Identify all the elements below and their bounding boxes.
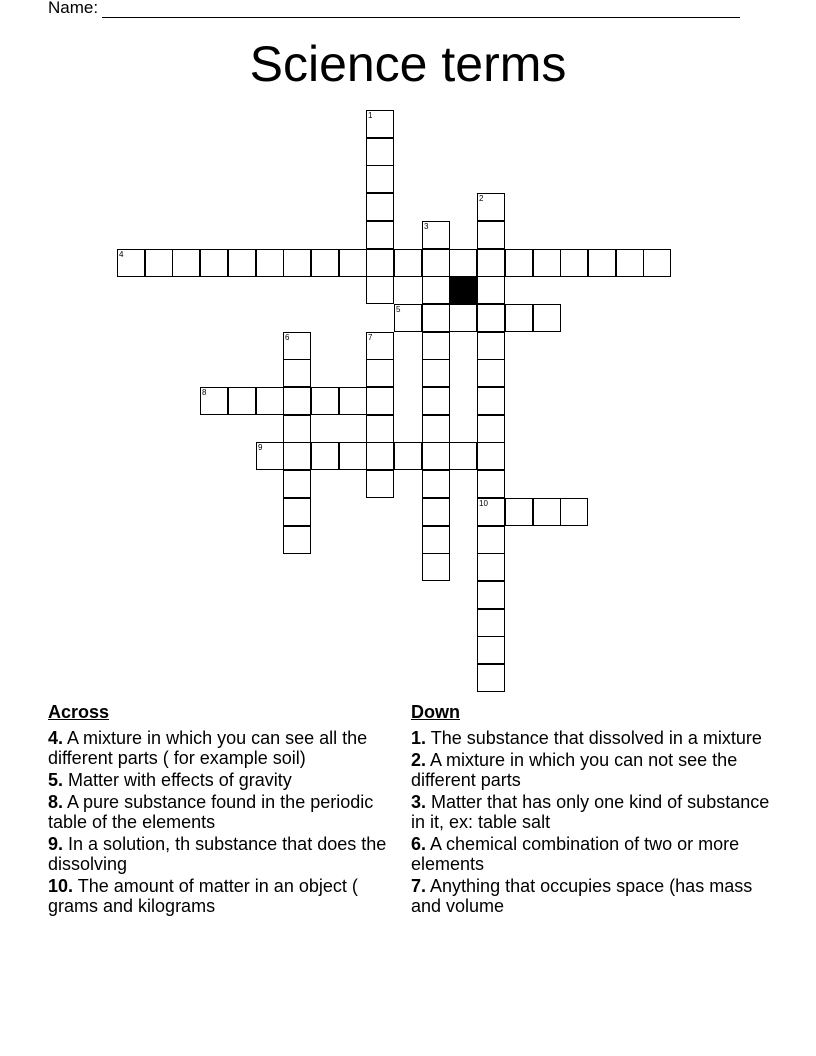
grid-cell[interactable] — [366, 110, 394, 138]
grid-cell[interactable] — [422, 359, 450, 387]
clue-number: 1 — [368, 111, 373, 120]
grid-cell[interactable] — [477, 664, 505, 692]
clue-number: 6 — [285, 333, 290, 342]
grid-cell[interactable] — [366, 387, 394, 415]
grid-cell[interactable] — [477, 221, 505, 249]
grid-cell[interactable] — [366, 359, 394, 387]
grid-cell[interactable] — [477, 387, 505, 415]
grid-cell[interactable] — [172, 249, 200, 277]
grid-cell[interactable] — [477, 470, 505, 498]
grid-cell[interactable] — [477, 636, 505, 664]
grid-cell[interactable] — [366, 165, 394, 193]
grid-cell[interactable] — [256, 249, 284, 277]
grid-cell[interactable] — [366, 470, 394, 498]
grid-cell[interactable] — [505, 498, 533, 526]
grid-cell[interactable] — [117, 249, 145, 277]
clue-number: 8 — [202, 388, 207, 397]
grid-cell[interactable] — [283, 470, 311, 498]
grid-cell[interactable] — [505, 304, 533, 332]
grid-cell[interactable] — [422, 442, 450, 470]
grid-cell[interactable] — [505, 249, 533, 277]
grid-cell[interactable] — [533, 249, 561, 277]
grid-cell[interactable] — [477, 332, 505, 360]
grid-cell[interactable] — [477, 249, 505, 277]
grid-cell[interactable] — [283, 498, 311, 526]
grid-cell[interactable] — [394, 249, 422, 277]
grid-cell[interactable] — [283, 526, 311, 554]
clue-down-6: 6. A chemical combination of two or more elements — [411, 834, 740, 874]
clue-number: 10 — [479, 499, 488, 508]
grid-cell[interactable] — [422, 526, 450, 554]
grid-cell[interactable] — [588, 249, 616, 277]
grid-cell[interactable] — [283, 387, 311, 415]
grid-cell[interactable] — [256, 387, 284, 415]
grid-cell[interactable] — [643, 249, 671, 277]
grid-cell[interactable] — [283, 442, 311, 470]
clue-across-10: 10. The amount of matter in an object ( grams and kilograms — [48, 876, 358, 916]
grid-cell[interactable] — [422, 249, 450, 277]
grid-cell[interactable] — [366, 193, 394, 221]
grid-block — [449, 276, 477, 304]
grid-cell[interactable] — [366, 276, 394, 304]
grid-cell[interactable] — [339, 387, 367, 415]
clue-across-9: 9. In a solution, th substance that does the dissolving — [48, 834, 387, 874]
grid-cell[interactable] — [422, 498, 450, 526]
clue-number: 5 — [396, 305, 401, 314]
grid-cell[interactable] — [366, 415, 394, 443]
down-heading: Down — [411, 702, 460, 722]
grid-cell[interactable] — [477, 276, 505, 304]
grid-cell[interactable] — [366, 221, 394, 249]
grid-cell[interactable] — [311, 249, 339, 277]
grid-cell[interactable] — [200, 249, 228, 277]
grid-cell[interactable] — [449, 249, 477, 277]
grid-cell[interactable] — [449, 442, 477, 470]
grid-cell[interactable] — [311, 442, 339, 470]
clue-number: 7 — [368, 333, 373, 342]
grid-cell[interactable] — [422, 553, 450, 581]
grid-cell[interactable] — [422, 304, 450, 332]
name-label: Name: — [48, 0, 99, 17]
grid-cell[interactable] — [200, 387, 228, 415]
grid-cell[interactable] — [394, 304, 422, 332]
grid-cell[interactable] — [422, 221, 450, 249]
grid-cell[interactable] — [477, 498, 505, 526]
clue-across-8: 8. A pure substance found in the periodic table of the elements — [48, 792, 374, 832]
grid-cell[interactable] — [616, 249, 644, 277]
grid-cell[interactable] — [366, 138, 394, 166]
grid-cell[interactable] — [283, 415, 311, 443]
grid-cell[interactable] — [477, 304, 505, 332]
grid-cell[interactable] — [394, 442, 422, 470]
grid-cell[interactable] — [477, 581, 505, 609]
grid-cell[interactable] — [560, 249, 588, 277]
grid-cell[interactable] — [145, 249, 173, 277]
grid-cell[interactable] — [228, 249, 256, 277]
grid-cell[interactable] — [366, 442, 394, 470]
grid-cell[interactable] — [477, 526, 505, 554]
grid-cell[interactable] — [477, 415, 505, 443]
clue-across-4: 4. A mixture in which you can see all the different parts ( for example soil) — [48, 728, 368, 768]
grid-cell[interactable] — [477, 359, 505, 387]
grid-cell[interactable] — [422, 470, 450, 498]
grid-cell[interactable] — [366, 249, 394, 277]
grid-cell[interactable] — [533, 304, 561, 332]
clue-across-5: 5. Matter with effects of gravity — [48, 770, 292, 790]
clue-number: 2 — [479, 194, 484, 203]
grid-cell[interactable] — [422, 332, 450, 360]
grid-cell[interactable] — [477, 609, 505, 637]
grid-cell[interactable] — [283, 332, 311, 360]
grid-cell[interactable] — [422, 387, 450, 415]
grid-cell[interactable] — [339, 442, 367, 470]
grid-cell[interactable] — [422, 276, 450, 304]
grid-cell[interactable] — [449, 304, 477, 332]
clue-number: 9 — [258, 443, 263, 452]
grid-cell[interactable] — [283, 249, 311, 277]
clue-down-1: 1. The substance that dissolved in a mixture — [411, 728, 762, 748]
clue-number: 4 — [119, 250, 124, 259]
grid-cell[interactable] — [477, 442, 505, 470]
grid-cell[interactable] — [311, 387, 339, 415]
page-title: Science terms — [249, 36, 567, 92]
clue-down-2: 2. A mixture in which you can not see the different parts — [411, 750, 738, 790]
grid-cell[interactable] — [477, 553, 505, 581]
grid-cell[interactable] — [228, 387, 256, 415]
grid-cell[interactable] — [256, 442, 284, 470]
across-heading: Across — [48, 702, 110, 722]
clue-down-3: 3. Matter that has only one kind of substance in it, ex: table salt — [411, 792, 770, 832]
grid-cell[interactable] — [366, 332, 394, 360]
down-clues — [411, 702, 771, 918]
grid-cell[interactable] — [339, 249, 367, 277]
grid-cell[interactable] — [560, 498, 588, 526]
clue-number: 3 — [424, 222, 429, 231]
grid-cell[interactable] — [533, 498, 561, 526]
grid-cell[interactable] — [477, 193, 505, 221]
grid-cell[interactable] — [422, 415, 450, 443]
clue-down-7: 7. Anything that occupies space (has mass and volume — [411, 876, 753, 916]
across-clues — [48, 702, 404, 918]
grid-cell[interactable] — [283, 359, 311, 387]
